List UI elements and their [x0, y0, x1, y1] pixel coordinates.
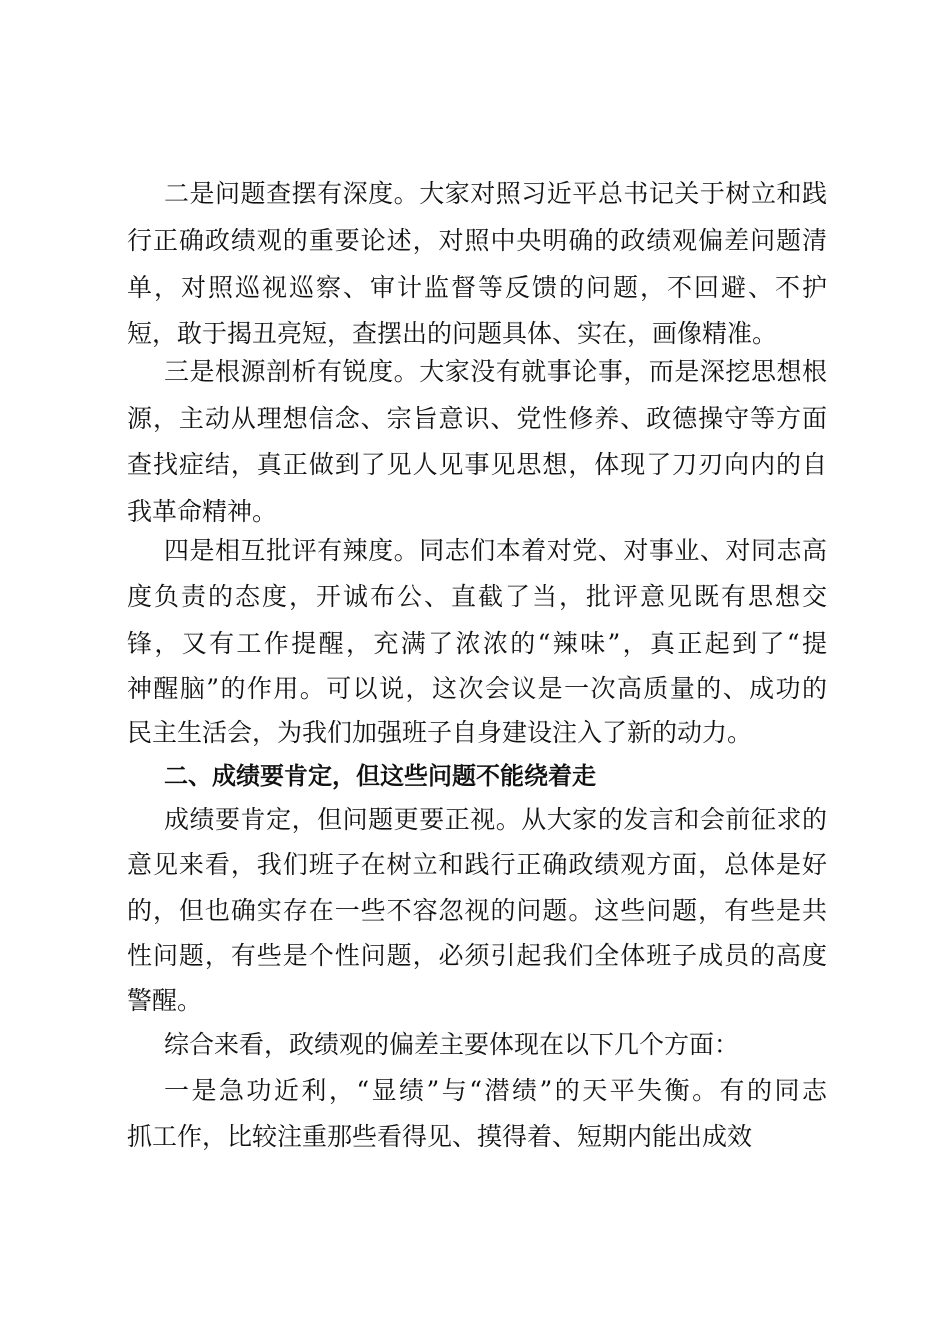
text-line: 四是相互批评有辣度。同志们本着对党、对事业、对同志高 — [164, 536, 827, 565]
text-line: 我革命精神。 — [127, 497, 278, 526]
text-line: 成绩要肯定，但问题更要正视。从大家的发言和会前征求的 — [164, 805, 827, 834]
text-line: 意见来看，我们班子在树立和践行正确政绩观方面，总体是好 — [127, 850, 827, 879]
section-heading: 二、成绩要肯定，但这些问题不能绕着走 — [164, 762, 596, 790]
text-line: 单，对照巡视巡察、审计监督等反馈的问题，不回避、不护 — [127, 273, 827, 302]
text-line: 一是急功近利，“显绩”与“潜绩”的天平失衡。有的同志 — [164, 1076, 827, 1105]
text-line: 综合来看，政绩观的偏差主要体现在以下几个方面： — [164, 1030, 740, 1059]
text-line: 的，但也确实存在一些不容忽视的问题。这些问题，有些是共 — [127, 896, 827, 925]
text-line: 短，敢于揭丑亮短，查摆出的问题具体、实在，画像精准。 — [127, 319, 778, 348]
text-line: 度负责的态度，开诚布公、直截了当，批评意见既有思想交 — [127, 582, 827, 611]
text-line: 三是根源剖析有锐度。大家没有就事论事，而是深挖思想根 — [164, 357, 827, 386]
text-line: 神醒脑”的作用。可以说，这次会议是一次高质量的、成功的 — [127, 674, 827, 703]
text-line: 锋，又有工作提醒，充满了浓浓的“辣味”，真正起到了“提 — [127, 629, 827, 658]
text-line: 警醒。 — [127, 986, 203, 1015]
text-line: 性问题，有些是个性问题，必须引起我们全体班子成员的高度 — [127, 941, 827, 970]
text-line: 二是问题查摆有深度。大家对照习近平总书记关于树立和践 — [164, 179, 827, 208]
text-line: 查找症结，真正做到了见人见事见思想，体现了刀刃向内的自 — [127, 450, 827, 479]
text-line: 抓工作，比较注重那些看得见、摸得着、短期内能出成效 — [127, 1122, 753, 1151]
text-line: 行正确政绩观的重要论述，对照中央明确的政绩观偏差问题清 — [127, 226, 827, 255]
text-line: 源，主动从理想信念、宗旨意识、党性修养、政德操守等方面 — [127, 404, 827, 433]
text-line: 民主生活会，为我们加强班子自身建设注入了新的动力。 — [127, 718, 753, 747]
